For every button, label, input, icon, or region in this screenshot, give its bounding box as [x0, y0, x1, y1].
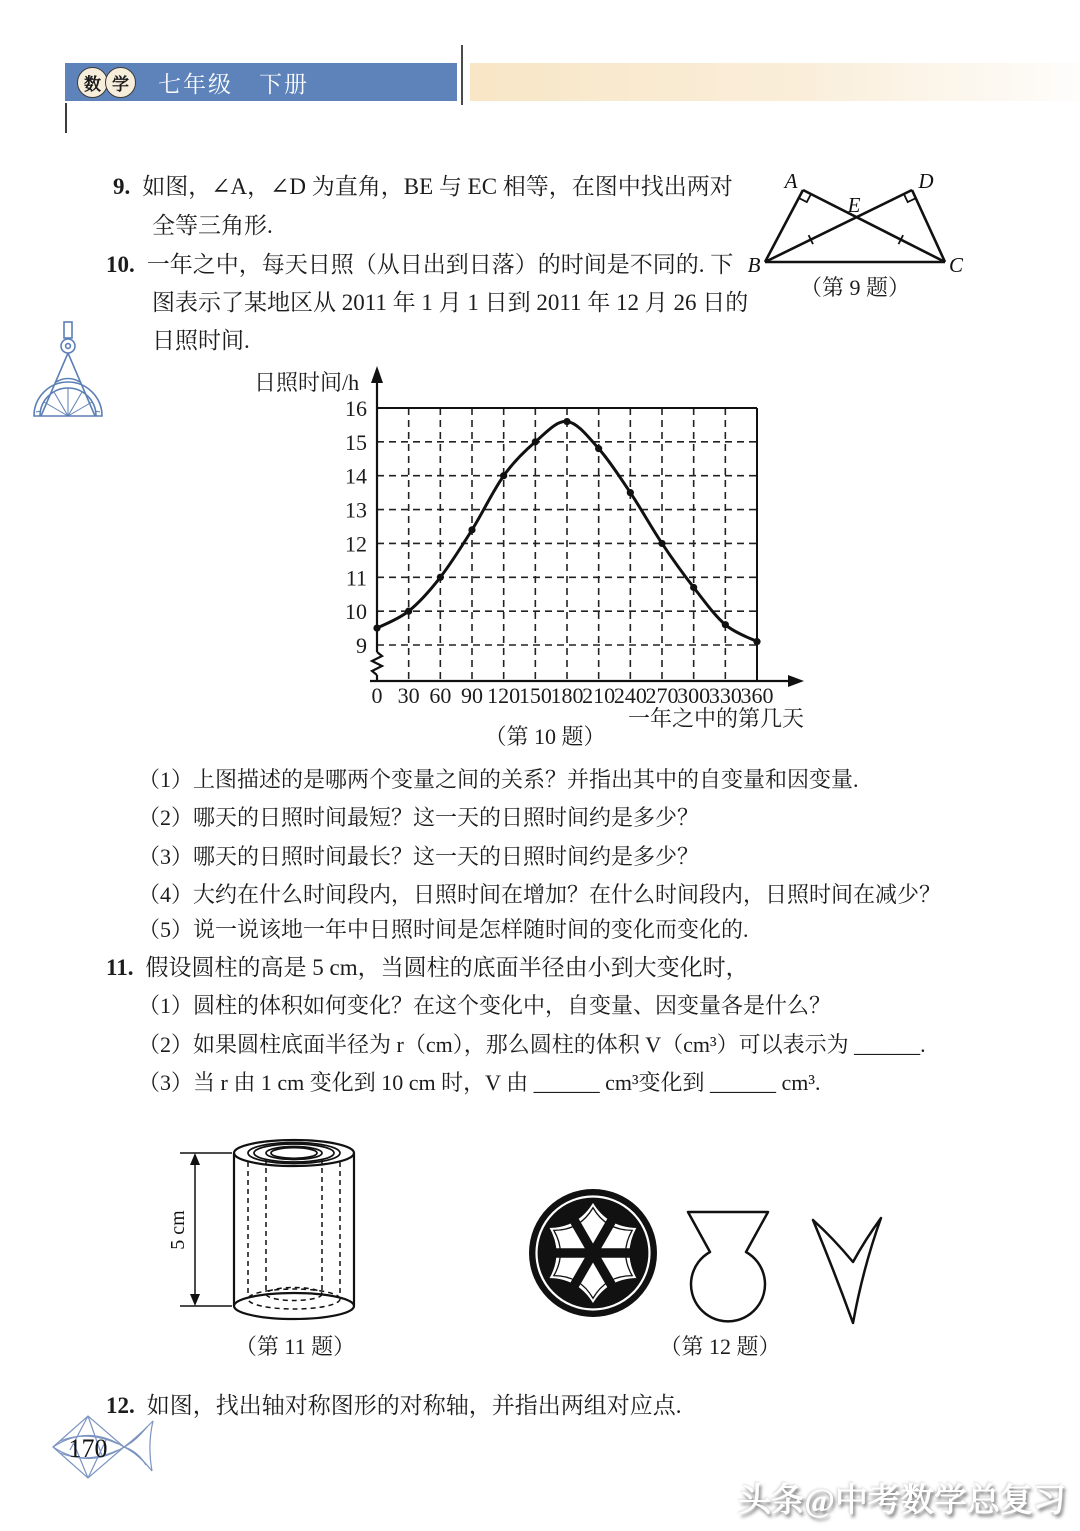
q10-subquestion-5: （5）说一说该地一年中日照时间是怎样随时间的变化而变化的. [138, 917, 749, 942]
sunshine-duration-chart [250, 362, 810, 762]
q11-line-1: 11. 假设圆柱的高是 5 cm，当圆柱的底面半径由小到大变化时， [106, 955, 749, 980]
svg-text:13: 13 [345, 497, 367, 523]
q9-number: 9. [113, 174, 131, 199]
q9-figure-caption: （第 9 题） [799, 275, 910, 300]
compass-protractor-icon [25, 320, 111, 440]
svg-text:一年之中的第几天: 一年之中的第几天 [627, 706, 804, 731]
svg-text:16: 16 [345, 396, 367, 421]
logo-char-2: 学 [105, 67, 136, 98]
svg-text:日照时间/h: 日照时间/h [254, 370, 360, 395]
q9-line-1: 9. 如图，∠A，∠D 为直角，BE 与 EC 相等，在图中找出两对 [113, 174, 733, 199]
q11-subquestion-3: （3）当 r 由 1 cm 变化到 10 cm 时，V 由 ______ cm³变化到 ______ cm³. [138, 1070, 821, 1095]
svg-text:210: 210 [582, 683, 616, 708]
q11-figure-caption: （第 11 题） [234, 1334, 356, 1359]
svg-text:60: 60 [429, 683, 452, 708]
svg-text:270: 270 [645, 683, 679, 708]
book-title [158, 66, 309, 99]
svg-text:11: 11 [345, 565, 367, 591]
q11-number: 11. [106, 955, 134, 980]
svg-text:12: 12 [345, 531, 367, 557]
vertex-label-C: C [948, 253, 964, 277]
svg-text:330: 330 [708, 683, 742, 708]
vertex-label-D: D [918, 169, 934, 193]
q10-number: 10. [106, 252, 135, 277]
svg-text:240: 240 [613, 683, 647, 708]
q10-subquestion-4: （4）大约在什么时间段内，日照时间在增加？在什么时间段内，日照时间在减少？ [138, 882, 942, 907]
svg-text:30: 30 [397, 683, 420, 708]
q10-chart-caption: （第 10 题） [484, 724, 606, 749]
q12-line-1: 12. 如图，找出轴对称图形的对称轴，并指出两组对应点. [106, 1393, 682, 1418]
svg-text:300: 300 [677, 683, 711, 708]
logo-char-1: 数 [77, 67, 108, 98]
q12-symmetry-figures [515, 1178, 925, 1333]
emblem-figure [529, 1189, 657, 1317]
arrow-figure [813, 1218, 881, 1323]
vertex-label-B: B [747, 253, 761, 277]
q9-line-2: 全等三角形. [152, 213, 273, 238]
page-number: 170 [68, 1434, 108, 1463]
q12-number: 12. [106, 1393, 135, 1418]
svg-text:15: 15 [345, 429, 367, 455]
margin-tick-line [65, 103, 67, 133]
q10-line-2: 图表示了某地区从 2011 年 1 月 1 日到 2011 年 12 月 26 日的 [152, 290, 749, 315]
volume-title: 下册 [259, 71, 309, 97]
svg-text:150: 150 [518, 683, 552, 708]
svg-text:180: 180 [550, 683, 584, 708]
q10-line-1: 10. 一年之中，每天日照（从日出到日落）的时间是不同的. 下 [106, 252, 734, 277]
vertex-label-E: E [847, 193, 861, 217]
vertex-label-A: A [784, 169, 798, 193]
q10-subquestion-3: （3）哪天的日照时间最长？这一天的日照时间约是多少？ [138, 844, 700, 869]
svg-text:120: 120 [487, 683, 521, 708]
watermark: 头条@中考数学总复习 [738, 1483, 1066, 1519]
q10-subquestion-1: （1）上图描述的是哪两个变量之间的关系？并指出其中的自变量和因变量. [138, 767, 859, 792]
svg-text:90: 90 [461, 683, 483, 708]
svg-text:10: 10 [345, 599, 367, 625]
cylinder-height-label: 5 cm [167, 1210, 189, 1250]
vase-figure [688, 1212, 768, 1321]
header-divider-line [461, 45, 463, 105]
grade-title: 七年级 [158, 71, 233, 97]
header-cream-band [470, 63, 1080, 101]
q11-subquestion-2: （2）如果圆柱底面半径为 r（cm），那么圆柱的体积 V（cm³）可以表示为 ______. [138, 1032, 926, 1057]
svg-text:9: 9 [356, 633, 367, 658]
svg-text:14: 14 [345, 463, 367, 489]
svg-text:360: 360 [740, 683, 774, 708]
q10-subquestion-2: （2）哪天的日照时间最短？这一天的日照时间约是多少？ [138, 805, 700, 830]
header-banner [65, 63, 457, 101]
q11-cylinder-figure [160, 1112, 440, 1347]
svg-text:0: 0 [371, 683, 383, 708]
q10-line-3: 日照时间. [152, 328, 250, 353]
q12-figure-caption: （第 12 题） [659, 1334, 781, 1359]
math-logo [77, 67, 136, 98]
q11-subquestion-1: （1）圆柱的体积如何变化？在这个变化中，自变量、因变量各是什么？ [138, 993, 832, 1018]
